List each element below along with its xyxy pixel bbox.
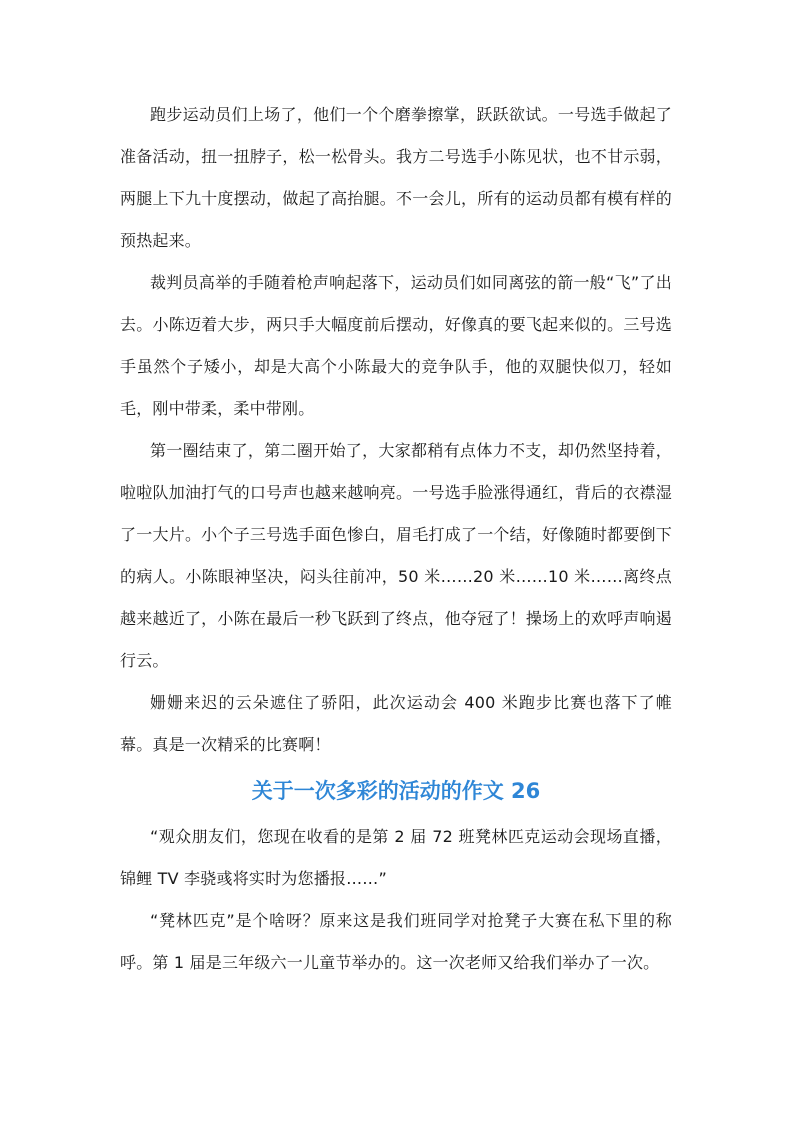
body-paragraph-ending: 姗姗来迟的云朵遮住了骄阳，此次运动会 400 米跑步比赛也落下了帷幕。真是一次精采的比赛啊！ [120,693,672,754]
body-paragraph-broadcast: “观众朋友们，您现在收看的是第 2 届 72 班凳林匹克运动会现场直播，锦鲤 TV 李骁彧将实时为您播报……” [120,827,672,888]
body-paragraph-start: 裁判员高举的手随着枪声响起落下，运动员们如同离弦的箭一般“飞”了出去。小陈迈着大步，两只手大幅度前后摆动，好像真的要飞起来似的。三号选手虽然个子矮小，却是大高个小陈最大的竞争队手，他的双腿快似刀，轻如毛，刚中带柔，柔中带刚。 [120,273,672,418]
body-paragraph-race: 第一圈结束了，第二圈开始了，大家都稍有点体力不支，却仍然坚持着，啦啦队加油打气的口号声也越来越响亮。一号选手脸涨得通红，背后的衣襟湿了一大片。小个子三号选手面色惨白，眉毛打成了一个结，好像随时都要倒下的病人。小陈眼神坚决，闷头往前冲，50 米……20 米……10 米……离终点越来越近了，小陈在最后一秒飞跃到了终点，他夺冠了！操场上的欢呼声响遏行云。 [120,441,672,670]
body-paragraph-explanation: “凳林匹克”是个啥呀？原来这是我们班同学对抢凳子大赛在私下里的称呼。第 1 届是三年级六一儿童节举办的。这一次老师又给我们举办了一次。 [120,911,672,972]
section-heading: 关于一次多彩的活动的作文 26 [251,779,541,803]
document-page [120,94,672,984]
body-paragraph-warmup: 跑步运动员们上场了，他们一个个磨拳擦掌，跃跃欲试。一号选手做起了准备活动，扭一扭脖子，松一松骨头。我方二号选手小陈见状，也不甘示弱，两腿上下九十度摆动，做起了高抬腿。不一会儿，所有的运动员都有模有样的预热起来。 [120,105,672,250]
